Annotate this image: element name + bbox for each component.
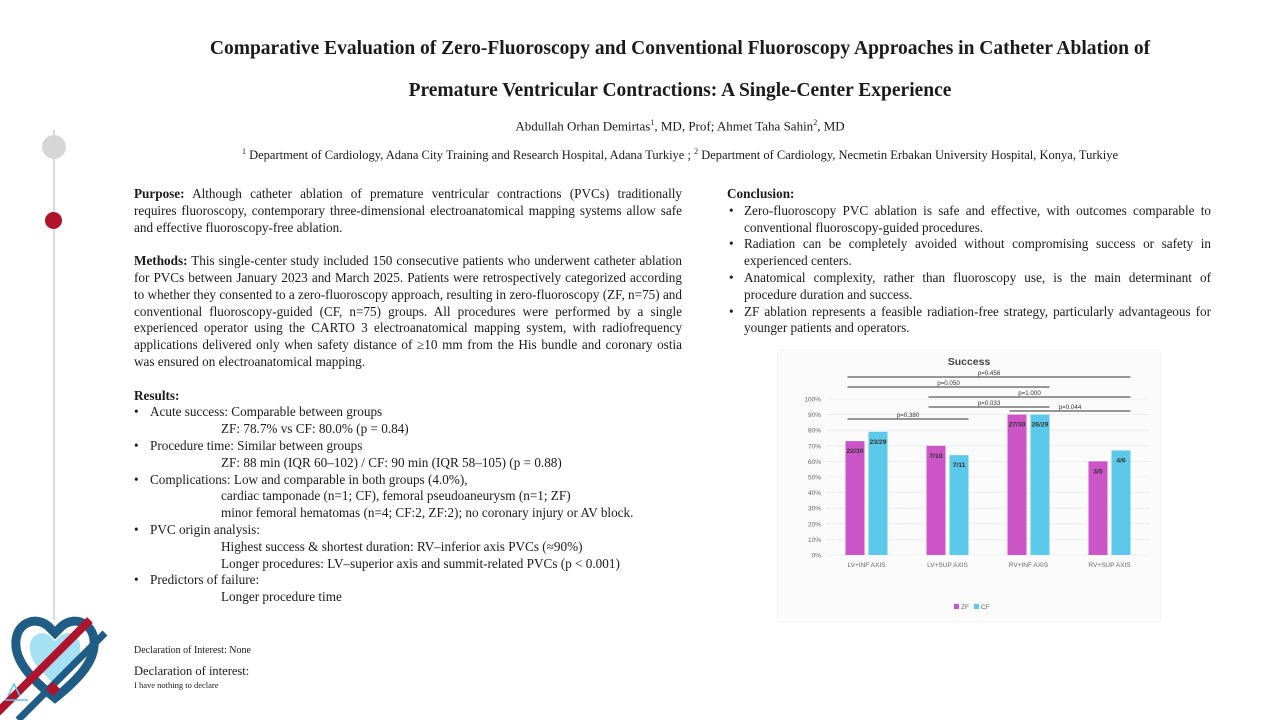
bar-zf: [846, 441, 865, 555]
results-heading: Results:: [134, 387, 180, 403]
x-tick-label: RV+INF AXIS: [1008, 562, 1049, 569]
chart-title: Success: [947, 356, 991, 368]
left-column: [134, 186, 682, 606]
y-tick-label: 60%: [807, 458, 821, 466]
result-detail: ZF: 78.7% vs CF: 80.0% (p = 0.84): [221, 421, 409, 437]
pvalue-label: p=0.456: [977, 370, 1001, 377]
conclusion-item: • Anatomical complexity, rather than fluoroscopy use, is the main determinant of procedure duration and success.: [727, 270, 1211, 304]
pvalue-label: p=0.033: [977, 400, 1001, 407]
purpose-heading: Purpose:: [134, 186, 185, 201]
y-tick-label: 50%: [807, 474, 821, 482]
declaration-line1: Declaration of Interest: None: [134, 645, 251, 656]
pvalue-label: p=0.050: [937, 380, 960, 387]
results-section: [134, 388, 682, 606]
y-tick-label: 100%: [804, 396, 821, 404]
bar-data-label: 23/29: [869, 438, 887, 446]
declaration-line3: I have nothing to declare: [134, 680, 219, 690]
bar-data-label: 7/11: [952, 462, 966, 470]
declaration-line2: Declaration of interest:: [134, 664, 250, 678]
result-detail: Longer procedure time: [221, 589, 342, 605]
legend-label-cf: CF: [981, 604, 990, 611]
x-tick-label: RV+SUP AXIS: [1088, 562, 1131, 569]
author1: Abdullah Orhan Demirtas: [515, 118, 651, 134]
success-chart-svg: [778, 351, 1160, 621]
author1-sup: 1: [650, 118, 655, 127]
result-label: • Predictors of failure:: [134, 572, 682, 589]
bar-data-label: 27/30: [1008, 421, 1026, 429]
methods-text: This single-center study included 150 consecutive patients who underwent catheter ablation for PVCs between January 2023 and March 2025. Patients were retrospectively categorized according to whether they consented to a zero-fluoroscopy approach, resulting in zero-fluoroscopy (ZF, n=75) and conventional fluoroscopy-guided (CF, n=75) groups. All procedures were performed by a single experienced operator using the CARTO 3 electroanatomical mapping system, with radiofrequency applications delivered only when safety distance of ≥10 mm from the His bundle and coronary ostia was ensured on electroanatomical mapping.: [134, 253, 682, 369]
bar-cf: [1031, 415, 1050, 555]
result-detail: ZF: 88 min (IQR 60–102) / CF: 90 min (IQR 58–105) (p = 0.88): [221, 454, 562, 470]
result-detail: cardiac tamponade (n=1; CF), femoral pseudoaneurysm (n=1; ZF): [221, 488, 571, 504]
affiliations: [180, 147, 1180, 163]
bar-data-label: 26/29: [1031, 421, 1049, 429]
hospital-logo: [0, 600, 110, 720]
y-tick-label: 80%: [807, 427, 821, 435]
timeline-dot-grey: [42, 135, 66, 159]
y-tick-label: 20%: [807, 521, 821, 529]
x-tick-label: LV+INF AXIS: [847, 562, 886, 569]
y-tick-label: 90%: [807, 412, 821, 420]
timeline-line: [53, 130, 55, 620]
purpose-text: Although catheter ablation of premature ventricular contractions (PVCs) traditionally requires fluoroscopy, contemporary three-dimensional electroanatomical mapping systems allow safe and effective fluoroscopy-free ablation.: [134, 186, 682, 235]
affil1-sup: 1: [241, 147, 246, 156]
result-item: [134, 572, 682, 606]
y-tick-label: 40%: [807, 490, 821, 498]
poster-title-line1: Comparative Evaluation of Zero-Fluoroscopy and Conventional Fluoroscopy Approaches in Catheter Ablation of: [209, 38, 1151, 59]
legend-swatch-zf: [954, 604, 959, 609]
legend-label-zf: ZF: [961, 604, 969, 611]
y-tick-label: 30%: [807, 505, 821, 513]
bar-zf: [1008, 415, 1027, 555]
conclusion-item: • ZF ablation represents a feasible radiation-free strategy, particularly advantageous for younger patients and operators.: [727, 304, 1211, 338]
author2-suffix: , MD: [817, 118, 845, 134]
result-detail: Highest success & shortest duration: RV–inferior axis PVCs (≈90%): [221, 538, 583, 554]
methods-heading: Methods:: [134, 253, 188, 269]
author2-sup: 2: [813, 118, 818, 127]
y-tick-label: 10%: [807, 536, 821, 544]
bar-cf: [869, 432, 888, 555]
conclusion-heading: Conclusion:: [727, 186, 795, 201]
bar-data-label: 22/30: [846, 448, 864, 456]
result-item: [134, 472, 682, 522]
affil2-sup: 2: [694, 147, 699, 156]
conclusion-item: • Zero-fluoroscopy PVC ablation is safe and effective, with outcomes comparable to conventional fluoroscopy-guided procedures.: [727, 203, 1211, 237]
bar-data-label: 4/6: [1116, 457, 1126, 465]
pvalue-label: p=0.044: [1058, 404, 1082, 411]
bar-cf: [1112, 450, 1131, 555]
pvalue-label: p=0.380: [896, 412, 920, 419]
bar-cf: [950, 455, 969, 555]
methods-section: [134, 253, 682, 371]
timeline-dot-red: [45, 212, 62, 229]
y-tick-label: 70%: [807, 443, 821, 451]
purpose-section: [134, 186, 682, 236]
bar-data-label: 3/5: [1093, 468, 1103, 476]
bar-zf: [927, 446, 946, 555]
result-label: • Complications: Low and comparable in both groups (4.0%),: [134, 472, 682, 489]
poster-title-line2: Premature Ventricular Contractions: A Single-Center Experience: [408, 80, 952, 101]
result-detail: Longer procedures: LV–superior axis and summit-related PVCs (p < 0.001): [221, 555, 620, 571]
result-label: • Acute success: Comparable between groups: [134, 404, 682, 421]
conclusion-section: [727, 186, 1211, 337]
bar-zf: [1089, 461, 1108, 555]
result-label: • PVC origin analysis:: [134, 522, 682, 539]
author1-suffix: , MD, Prof; Ahmet Taha Sahin: [654, 118, 814, 134]
success-chart: [778, 351, 1160, 621]
authors: [180, 118, 1180, 134]
pvalue-label: p=1.000: [1018, 390, 1041, 397]
affil2: Department of Cardiology, Necmetin Erbakan University Hospital, Konya, Turkiye: [698, 148, 1119, 163]
legend-swatch-cf: [974, 604, 979, 609]
conclusion-item: • Radiation can be completely avoided without compromising success or safety in experienced centers.: [727, 236, 1211, 270]
result-label: • Procedure time: Similar between groups: [134, 438, 682, 455]
bar-data-label: 7/10: [929, 452, 943, 460]
result-item: [134, 522, 682, 572]
x-tick-label: LV+SUP AXIS: [927, 562, 968, 569]
affil1: Department of Cardiology, Adana City Training and Research Hospital, Adana Turkiye ;: [245, 148, 695, 163]
result-item: [134, 438, 682, 472]
y-tick-label: 0%: [811, 552, 821, 560]
result-item: [134, 404, 682, 438]
result-detail: minor femoral hematomas (n=4; CF:2, ZF:2); no coronary injury or AV block.: [221, 505, 634, 521]
